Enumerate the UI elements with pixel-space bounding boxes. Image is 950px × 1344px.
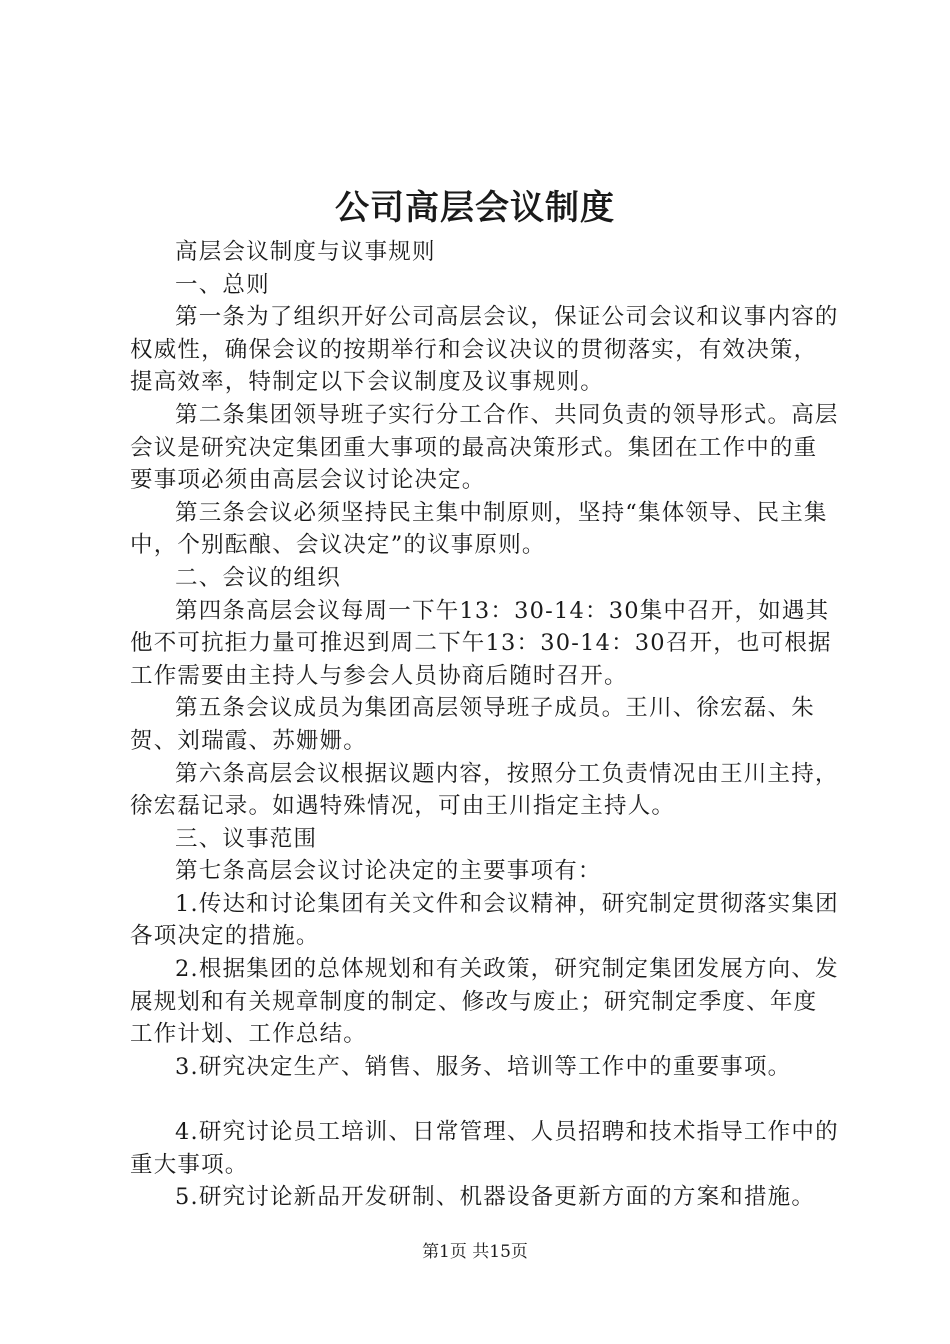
section-heading: 一、总则 [175, 271, 270, 298]
page-number-footer: 第1页 共15页 [422, 1242, 528, 1262]
section-heading: 三、议事范围 [175, 825, 318, 852]
document-title: 公司高层会议制度 [335, 188, 615, 228]
list-item: 2.根据集团的总体规划和有关政策，研究制定集团发展方向、发展规划和有关规章制度的制定、修改与废止；研究制定季度、年度工作计划、工作总结。 [130, 956, 839, 1048]
document-body [130, 236, 840, 1214]
paragraph: 第六条高层会议根据议题内容，按照分工负责情况由王川主持，徐宏磊记录。如遇特殊情况，可由王川指定主持人。 [130, 760, 839, 820]
list-item: 3.研究决定生产、销售、服务、培训等工作中的重要事项。 [175, 1053, 792, 1080]
paragraph: 第三条会议必须坚持民主集中制原则，坚持“集体领导、民主集中，个别酝酿、会议决定”的议事原则。 [130, 499, 828, 559]
list-item: 5.研究讨论新品开发研制、机器设备更新方面的方案和措施。 [175, 1184, 816, 1211]
paragraph: 第二条集团领导班子实行分工合作、共同负责的领导形式。高层会议是研究决定集团重大事项的最高决策形式。集团在工作中的重要事项必须由高层会议讨论决定。 [130, 401, 839, 494]
list-item: 4.研究讨论员工培训、日常管理、人员招聘和技术指导工作中的重大事项。 [130, 1119, 839, 1178]
section-heading: 二、会议的组织 [175, 564, 341, 591]
paragraph: 第七条高层会议讨论决定的主要事项有： [175, 858, 602, 885]
paragraph: 第四条高层会议每周一下午13：30-14：30集中召开，如遇其他不可抗拒力量可推迟到周二下午13：30-14：30召开，也可根据工作需要由主持人与参会人员协商后随时召开。 [130, 597, 832, 689]
paragraph: 第一条为了组织开好公司高层会议，保证公司会议和议事内容的权威性，确保会议的按期举行和会议决议的贯彻落实，有效决策，提高效率，特制定以下会议制度及议事规则。 [130, 304, 839, 396]
paragraph: 第五条会议成员为集团高层领导班子成员。王川、徐宏磊、朱贺、刘瑞霞、苏姗姗。 [130, 695, 815, 754]
list-item: 1.传达和讨论集团有关文件和会议精神，研究制定贯彻落实集团各项决定的措施。 [130, 890, 839, 950]
paragraph: 高层会议制度与议事规则 [175, 239, 436, 265]
